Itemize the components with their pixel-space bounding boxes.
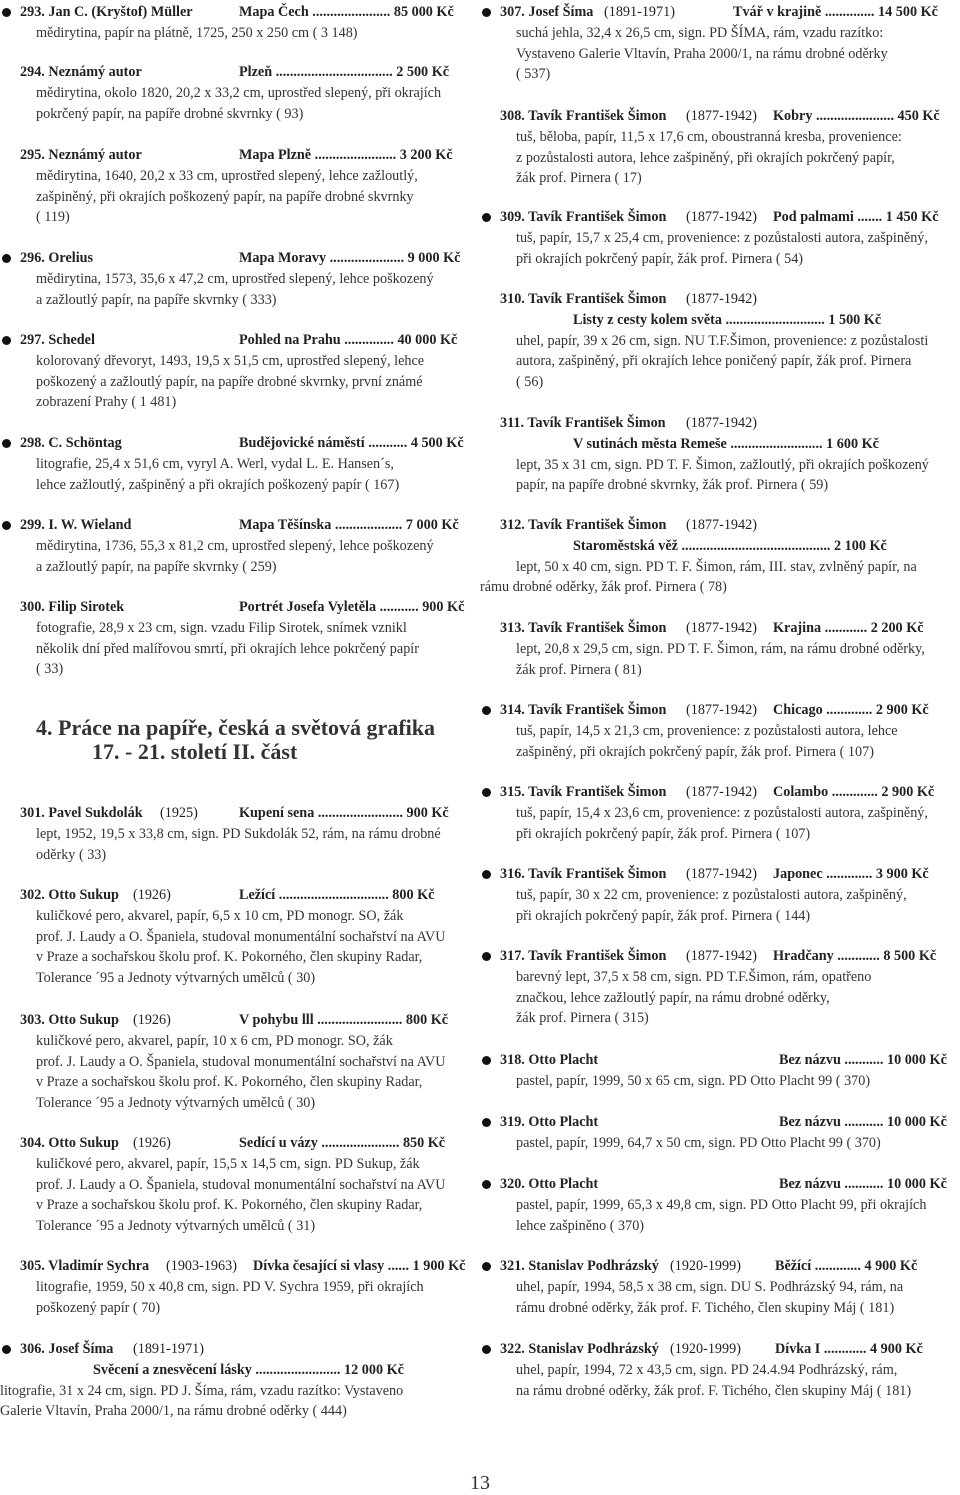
entry-artist-years: (1877-1942)	[686, 948, 757, 964]
entry-head	[0, 515, 476, 536]
entry-title-price: Bez názvu ........... 10 000 Kč	[776, 1112, 960, 1133]
catalog-entry	[480, 289, 960, 393]
entry-title-price: V pohybu lll ........................ 800 Kč	[236, 1010, 476, 1031]
catalog-entry	[0, 433, 476, 495]
entry-number-author: 318. Otto Placht	[500, 1052, 599, 1068]
entry-head	[0, 1339, 476, 1360]
description-line: ( 33)	[36, 661, 64, 678]
entry-title-price: Budějovické náměstí ........... 4 500 Kč	[236, 433, 476, 454]
bullet-icon	[2, 1345, 11, 1354]
entry-head	[0, 330, 476, 351]
description-line: autora, zašpiněný, při okrajích lehce poničený papír, žák prof. Pirnera	[516, 353, 912, 370]
bullet-icon	[2, 8, 11, 17]
catalog-entry	[0, 885, 476, 989]
entry-number-author: 294. Neznámý autor	[20, 64, 142, 80]
bullet-icon	[2, 254, 11, 263]
entry-title-price: Dívka I ............ 4 900 Kč	[772, 1339, 960, 1360]
entry-title-price: Portrét Josefa Vyletěla ........... 900 Kč	[236, 597, 476, 618]
catalog-entry	[480, 864, 960, 926]
entry-number-author: 298. C. Schöntag	[20, 435, 122, 451]
entry-description	[480, 1071, 960, 1092]
entry-description	[480, 331, 960, 393]
description-line: pastel, papír, 1999, 65,3 x 49,8 cm, sign. PD Otto Placht 99, při okrajích	[516, 1196, 927, 1213]
entry-number-author: 295. Neznámý autor	[20, 147, 142, 163]
description-line: litografie, 31 x 24 cm, sign. PD J. Šíma, rám, vzadu razítko: Vystaveno	[0, 1382, 404, 1399]
description-line: rámu drobné oděrky, žák prof. Pirnera ( 78)	[480, 579, 727, 596]
catalog-entry	[0, 62, 476, 124]
entry-number-author: 312. Tavík František Šimon	[500, 517, 667, 533]
entry-number-author: 297. Schedel	[20, 332, 95, 348]
description-line: mědirytina, papír na plátně, 1725, 250 x 250 cm ( 3 148)	[36, 24, 358, 41]
entry-head	[0, 2, 476, 23]
entry-number-author: 302. Otto Sukup	[20, 887, 119, 903]
bullet-icon	[482, 213, 491, 222]
entry-number-author: 301. Pavel Sukdolák	[20, 805, 143, 821]
entry-number-author: 306. Josef Šíma	[20, 1341, 114, 1357]
catalog-entry	[480, 1050, 960, 1092]
section-heading-line: 4. Práce na papíře, česká a světová grafika	[36, 715, 435, 740]
description-line: v Praze a sochařskou školu prof. K. Pokorného, člen skupiny Radar,	[36, 1197, 423, 1214]
entry-number-author: 319. Otto Placht	[500, 1114, 599, 1130]
description-line: litografie, 1959, 50 x 40,8 cm, sign. PD V. Sychra 1959, při okrajích	[36, 1278, 424, 1295]
entry-description	[480, 721, 960, 763]
entry-description	[480, 23, 960, 85]
catalog-entry	[0, 2, 476, 44]
description-line: pastel, papír, 1999, 50 x 65 cm, sign. PD Otto Placht 99 ( 370)	[516, 1072, 871, 1089]
entry-head	[480, 1050, 960, 1071]
entry-description	[0, 23, 476, 44]
entry-title-price: Běžící ............. 4 900 Kč	[772, 1256, 960, 1277]
description-line: mědirytina, okolo 1820, 20,2 x 33,2 cm, uprostřed slepený, při okrajích	[36, 84, 442, 101]
entry-number-author: 311. Tavík František Šimon	[500, 415, 666, 431]
description-line: uhel, papír, 1994, 58,5 x 38 cm, sign. DU S. Podhrázský 94, rám, na	[516, 1278, 904, 1295]
catalog-entry	[480, 413, 960, 496]
entry-title-price: Pohled na Prahu .............. 40 000 Kč	[236, 330, 476, 351]
description-line: žák prof. Pirnera ( 17)	[516, 170, 642, 187]
catalog-entry	[0, 1010, 476, 1114]
entry-description	[0, 269, 476, 311]
catalog-entry	[480, 1112, 960, 1154]
description-line: lept, 1952, 19,5 x 33,8 cm, sign. PD Sukdolák 52, rám, na rámu drobné	[36, 825, 441, 842]
description-line: barevný lept, 37,5 x 58 cm, sign. PD T.F.Šimon, rám, opatřeno	[516, 968, 872, 985]
entry-number-author: 308. Tavík František Šimon	[500, 108, 667, 124]
entry-description	[480, 639, 960, 681]
description-line: poškozený a zažloutlý papír, na papíře drobné skvrnky, první známé	[36, 373, 423, 390]
bullet-icon	[482, 788, 491, 797]
catalog-entry	[0, 1256, 476, 1318]
entry-head	[0, 433, 476, 454]
entry-subhead	[480, 434, 960, 455]
description-line: Tolerance ´95 a Jednoty výtvarných umělců ( 31)	[36, 1218, 316, 1235]
description-line: kuličkové pero, akvarel, papír, 6,5 x 10 cm, PD monogr. SO, žák	[36, 907, 404, 924]
entry-number-author: 300. Filip Sirotek	[20, 599, 125, 615]
entry-head	[480, 700, 960, 721]
description-line: pastel, papír, 1999, 64,7 x 50 cm, sign. PD Otto Placht 99 ( 370)	[516, 1134, 881, 1151]
entry-description	[0, 1381, 476, 1423]
catalog-entry	[0, 597, 476, 680]
entry-number-author: 303. Otto Sukup	[20, 1012, 119, 1028]
entry-description	[0, 906, 476, 989]
description-line: tuš, papír, 15,7 x 25,4 cm, provenience: z pozůstalosti autora, zašpiněný,	[516, 229, 928, 246]
entry-head	[0, 248, 476, 269]
entry-artist-years: (1925)	[160, 805, 198, 821]
entry-title-price: Bez názvu ........... 10 000 Kč	[776, 1174, 960, 1195]
description-line: rámu drobné oděrky, žák prof. F. Tichého, člen skupiny Máj ( 181)	[516, 1299, 895, 1316]
description-line: při okrajích pokrčený papír, žák prof. Pirnera ( 144)	[516, 907, 811, 924]
entry-description	[480, 127, 960, 189]
entry-description	[480, 455, 960, 497]
entry-description	[0, 351, 476, 413]
catalog-entry	[480, 1339, 960, 1401]
description-line: kuličkové pero, akvarel, papír, 10 x 6 cm, PD monogr. SO, žák	[36, 1032, 393, 1049]
description-line: zašpiněný, při okrajích poškozený papír, na papíře drobné skvrnky	[36, 188, 414, 205]
entry-description	[0, 166, 476, 228]
description-line: pokrčený papír, na papíře drobné skvrnky ( 93)	[36, 105, 304, 122]
description-line: na rámu drobné oděrky, žák prof. F. Tichého, člen skupiny Máj ( 181)	[516, 1382, 912, 1399]
bullet-icon	[482, 1056, 491, 1065]
entry-description	[480, 967, 960, 1029]
entry-head	[0, 885, 476, 906]
entry-head	[0, 803, 476, 824]
entry-title-price: Listy z cesty kolem světa ............................ 1 500 Kč	[570, 310, 960, 331]
description-line: z pozůstalosti autora, lehce zašpiněný, při okrajích pokrčený papír,	[516, 149, 895, 166]
description-line: při okrajích pokrčený papír, žák prof. Pirnera ( 54)	[516, 250, 804, 267]
entry-number-author: 317. Tavík František Šimon	[500, 948, 667, 964]
entry-artist-years: (1877-1942)	[686, 291, 757, 307]
description-line: Galerie Vltavín, Praha 2000/1, na rámu drobné oděrky ( 444)	[0, 1403, 347, 1420]
entry-description	[0, 454, 476, 496]
description-line: lehce zašpiněno ( 370)	[516, 1217, 645, 1234]
entry-head	[480, 1174, 960, 1195]
entry-number-author: 296. Orelius	[20, 250, 94, 266]
entry-artist-years: (1891-1971)	[133, 1341, 204, 1357]
description-line: v Praze a sochařskou školu prof. K. Pokorného, člen skupiny Radar,	[36, 949, 423, 966]
catalog-entry	[480, 782, 960, 844]
entry-title-price: Krajina ............ 2 200 Kč	[770, 618, 960, 639]
entry-title-price: Mapa Čech ...................... 85 000 Kč	[236, 2, 476, 23]
entry-title-price: Mapa Moravy ..................... 9 000 Kč	[236, 248, 476, 269]
entry-subhead	[0, 1360, 476, 1381]
entry-artist-years: (1926)	[133, 1135, 171, 1151]
entry-head	[480, 515, 960, 536]
description-line: lept, 50 x 40 cm, sign. PD T. F. Šimon, rám, III. stav, zvlněný papír, na	[516, 558, 917, 575]
description-line: mědirytina, 1736, 55,3 x 81,2 cm, uprostřed slepený, lehce poškozený	[36, 537, 434, 554]
entry-number-author: 316. Tavík František Šimon	[500, 866, 667, 882]
entry-title-price: Mapa Těšínska ................... 7 000 Kč	[236, 515, 476, 536]
description-line: tuš, papír, 14,5 x 21,3 cm, provenience: z pozůstalosti autora, lehce	[516, 722, 898, 739]
catalog-entry	[0, 515, 476, 577]
entry-title-price: Ležící ............................... 800 Kč	[236, 885, 476, 906]
entry-number-author: 307. Josef Šíma	[500, 4, 594, 20]
description-line: mědirytina, 1573, 35,6 x 47,2 cm, uprostřed slepený, lehce poškozený	[36, 270, 434, 287]
catalog-entry	[480, 1256, 960, 1318]
entry-description	[0, 1031, 476, 1114]
description-line: zobrazení Prahy ( 1 481)	[36, 394, 177, 411]
description-line: uhel, papír, 1994, 72 x 43,5 cm, sign. PD 24.4.94 Podhrázský, rám,	[516, 1361, 898, 1378]
entry-artist-years: (1877-1942)	[686, 784, 757, 800]
entry-title-price: V sutinách města Remeše .......................... 1 600 Kč	[570, 434, 960, 455]
entry-description	[0, 1154, 476, 1237]
entry-artist-years: (1877-1942)	[686, 209, 757, 225]
entry-head	[0, 1010, 476, 1031]
description-line: při okrajích pokrčený papír, žák prof. Pirnera ( 107)	[516, 825, 811, 842]
catalog-entry	[480, 515, 960, 598]
entry-artist-years: (1877-1942)	[686, 108, 757, 124]
catalog-entry	[480, 2, 960, 85]
description-line: Tolerance ´95 a Jednoty výtvarných umělců ( 30)	[36, 970, 316, 987]
entry-artist-years: (1903-1963)	[166, 1258, 237, 1274]
catalog-entry	[0, 1133, 476, 1237]
bullet-icon	[2, 439, 11, 448]
section-heading-line: 17. - 21. století II. část	[92, 739, 298, 764]
page-number: 13	[470, 1472, 490, 1494]
entry-title-price: Japonec ............. 3 900 Kč	[770, 864, 960, 885]
entry-head	[480, 2, 960, 23]
description-line: tuš, běloba, papír, 11,5 x 17,6 cm, oboustranná kresba, provenience:	[516, 128, 902, 145]
entry-artist-years: (1891-1971)	[604, 4, 675, 20]
entry-head	[480, 1339, 960, 1360]
entry-head	[480, 946, 960, 967]
entry-description	[480, 228, 960, 270]
entry-number-author: 305. Vladimír Sychra	[20, 1258, 150, 1274]
entry-artist-years: (1926)	[133, 1012, 171, 1028]
entry-head	[480, 782, 960, 803]
catalog-entry	[0, 330, 476, 413]
entry-description	[0, 83, 476, 125]
catalog-entry	[480, 207, 960, 269]
entry-title-price: Bez názvu ........... 10 000 Kč	[776, 1050, 960, 1071]
entry-title-price: Plzeň ................................. 2 500 Kč	[236, 62, 476, 83]
entry-title-price: Sedící u vázy ...................... 850 Kč	[236, 1133, 476, 1154]
entry-head	[480, 207, 960, 228]
description-line: prof. J. Laudy a O. Španiela, studoval monumentální sochařství na AVU	[36, 928, 446, 945]
entry-head	[0, 1133, 476, 1154]
entry-title-price: Kobry ...................... 450 Kč	[770, 106, 960, 127]
entry-title-price: Pod palmami ....... 1 450 Kč	[770, 207, 960, 228]
entry-head	[480, 618, 960, 639]
entry-description	[0, 824, 476, 866]
description-line: tuš, papír, 15,4 x 23,6 cm, provenience: z pozůstalosti autora, zašpiněný,	[516, 804, 928, 821]
description-line: zašpiněný, při okrajích pokrčený papír, žák prof. Pirnera ( 107)	[516, 743, 874, 760]
entry-number-author: 310. Tavík František Šimon	[500, 291, 667, 307]
description-line: kuličkové pero, akvarel, papír, 15,5 x 14,5 cm, sign. PD Sukup, žák	[36, 1155, 420, 1172]
entry-title-price: Kupení sena ........................ 900 Kč	[236, 803, 476, 824]
catalog-entry	[0, 248, 476, 310]
description-line: prof. J. Laudy a O. Španiela, studoval monumentální sochařství na AVU	[36, 1053, 446, 1070]
entry-title-price: Svěcení a znesvěcení lásky ........................ 12 000 Kč	[90, 1360, 476, 1381]
description-line: papír, na papíře drobné skvrnky, žák prof. Pirnera ( 59)	[516, 477, 829, 494]
entry-number-author: 304. Otto Sukup	[20, 1135, 119, 1151]
description-line: suchá jehla, 32,4 x 26,5 cm, sign. PD ŠÍMA, rám, vzadu razítko:	[516, 24, 884, 41]
bullet-icon	[482, 870, 491, 879]
description-line: Tolerance ´95 a Jednoty výtvarných umělců ( 30)	[36, 1095, 316, 1112]
description-line: lept, 35 x 31 cm, sign. PD T. F. Šimon, zažloutlý, při okrajích poškozený	[516, 456, 929, 473]
description-line: oděrky ( 33)	[36, 846, 107, 863]
description-line: několik dní před malířovou smrtí, při okrajích lehce pokrčený papír	[36, 640, 419, 657]
catalog-entry	[480, 618, 960, 680]
section-heading	[36, 716, 435, 764]
bullet-icon	[2, 521, 11, 530]
entry-number-author: 321. Stanislav Podhrázský	[500, 1258, 659, 1274]
entry-artist-years: (1877-1942)	[686, 866, 757, 882]
entry-description	[0, 618, 476, 680]
entry-title-price: Mapa Plzně ....................... 3 200 Kč	[236, 145, 476, 166]
catalog-entry	[0, 1339, 476, 1422]
entry-artist-years: (1877-1942)	[686, 702, 757, 718]
entry-description	[480, 1360, 960, 1402]
description-line: lept, 20,8 x 29,5 cm, sign. PD T. F. Šimon, rám, na rámu drobné oděrky,	[516, 640, 925, 657]
entry-number-author: 313. Tavík František Šimon	[500, 620, 667, 636]
description-line: litografie, 25,4 x 51,6 cm, vyryl A. Werl, vydal L. E. Hansen´s,	[36, 455, 394, 472]
entry-description	[480, 885, 960, 927]
entry-number-author: 299. I. W. Wieland	[20, 517, 132, 533]
entry-head	[480, 1256, 960, 1277]
entry-head	[480, 413, 960, 434]
description-line: fotografie, 28,9 x 23 cm, sign. vzadu Filip Sirotek, snímek vznikl	[36, 619, 407, 636]
catalog-entry	[0, 803, 476, 865]
description-line: lehce zažloutlý, zašpiněný a při okrajích poškozený papír ( 167)	[36, 476, 400, 493]
entry-number-author: 320. Otto Placht	[500, 1176, 599, 1192]
entry-description	[480, 1277, 960, 1319]
entry-head	[480, 864, 960, 885]
entry-title-price: Tvář v krajině .............. 14 500 Kč	[730, 2, 960, 23]
description-line: ( 537)	[516, 66, 551, 83]
bullet-icon	[482, 952, 491, 961]
entry-description	[480, 577, 960, 598]
description-line: Vystaveno Galerie Vltavín, Praha 2000/1, na rámu drobné oděrky	[516, 45, 888, 62]
entry-head	[0, 597, 476, 618]
entry-number-author: 309. Tavík František Šimon	[500, 209, 667, 225]
bullet-icon	[2, 336, 11, 345]
description-line: kolorovaný dřevoryt, 1493, 19,5 x 51,5 cm, uprostřed slepený, lehce	[36, 352, 425, 369]
entry-title-price: Dívka česající si vlasy ...... 1 900 Kč	[250, 1256, 476, 1277]
bullet-icon	[482, 706, 491, 715]
catalog-entry	[480, 700, 960, 762]
entry-title-price: Staroměstská věž .......................................... 2 100 Kč	[570, 536, 960, 557]
entry-number-author: 314. Tavík František Šimon	[500, 702, 667, 718]
description-line: žák prof. Pirnera ( 315)	[516, 1010, 649, 1027]
entry-artist-years: (1877-1942)	[686, 620, 757, 636]
entry-description	[480, 1133, 960, 1154]
description-line: a zažloutlý papír, na papíře skvrnky ( 333)	[36, 291, 277, 308]
entry-head	[480, 289, 960, 310]
description-line: mědirytina, 1640, 20,2 x 33 cm, uprostřed slepený, lehce zažloutlý,	[36, 167, 418, 184]
entry-artist-years: (1877-1942)	[686, 415, 757, 431]
bullet-icon	[482, 1262, 491, 1271]
entry-number-author: 293. Jan C. (Kryštof) Müller	[20, 4, 193, 20]
entry-title-price: Colambo ............. 2 900 Kč	[770, 782, 960, 803]
entry-artist-years: (1877-1942)	[686, 517, 757, 533]
entry-subhead	[480, 536, 960, 557]
entry-head	[0, 145, 476, 166]
entry-head	[0, 62, 476, 83]
entry-subhead	[480, 310, 960, 331]
bullet-icon	[482, 1345, 491, 1354]
description-line: poškozený papír ( 70)	[36, 1299, 161, 1316]
bullet-icon	[482, 1118, 491, 1127]
entry-head	[0, 1256, 476, 1277]
description-line: ( 119)	[36, 209, 70, 226]
catalog-entry	[480, 1174, 960, 1236]
catalog-entry	[0, 145, 476, 228]
entry-description	[480, 1195, 960, 1237]
description-line: uhel, papír, 39 x 26 cm, sign. NU T.F.Šimon, provenience: z pozůstalosti	[516, 332, 929, 349]
entry-description	[480, 557, 960, 578]
description-line: značkou, lehce zažloutlý papír, na rámu drobné oděrky,	[516, 989, 830, 1006]
entry-description	[0, 1277, 476, 1319]
description-line: tuš, papír, 30 x 22 cm, provenience: z pozůstalosti autora, zašpiněný,	[516, 886, 907, 903]
entry-description	[480, 803, 960, 845]
bullet-icon	[482, 1180, 491, 1189]
catalog-entry	[480, 946, 960, 1029]
entry-head	[480, 1112, 960, 1133]
entry-artist-years: (1926)	[133, 887, 171, 903]
entry-description	[0, 536, 476, 578]
entry-artist-years: (1920-1999)	[670, 1341, 741, 1357]
description-line: žák prof. Pirnera ( 81)	[516, 661, 642, 678]
description-line: a zažloutlý papír, na papíře skvrnky ( 259)	[36, 558, 277, 575]
description-line: v Praze a sochařskou školu prof. K. Pokorného, člen skupiny Radar,	[36, 1074, 423, 1091]
entry-artist-years: (1920-1999)	[670, 1258, 741, 1274]
bullet-icon	[482, 8, 491, 17]
description-line: ( 56)	[516, 374, 544, 391]
entry-head	[480, 106, 960, 127]
catalog-entry	[480, 106, 960, 189]
description-line: prof. J. Laudy a O. Španiela, studoval monumentální sochařství na AVU	[36, 1176, 446, 1193]
entry-title-price: Chicago ............. 2 900 Kč	[770, 700, 960, 721]
entry-title-price: Hradčany ............ 8 500 Kč	[770, 946, 960, 967]
entry-number-author: 315. Tavík František Šimon	[500, 784, 667, 800]
entry-number-author: 322. Stanislav Podhrázský	[500, 1341, 659, 1357]
